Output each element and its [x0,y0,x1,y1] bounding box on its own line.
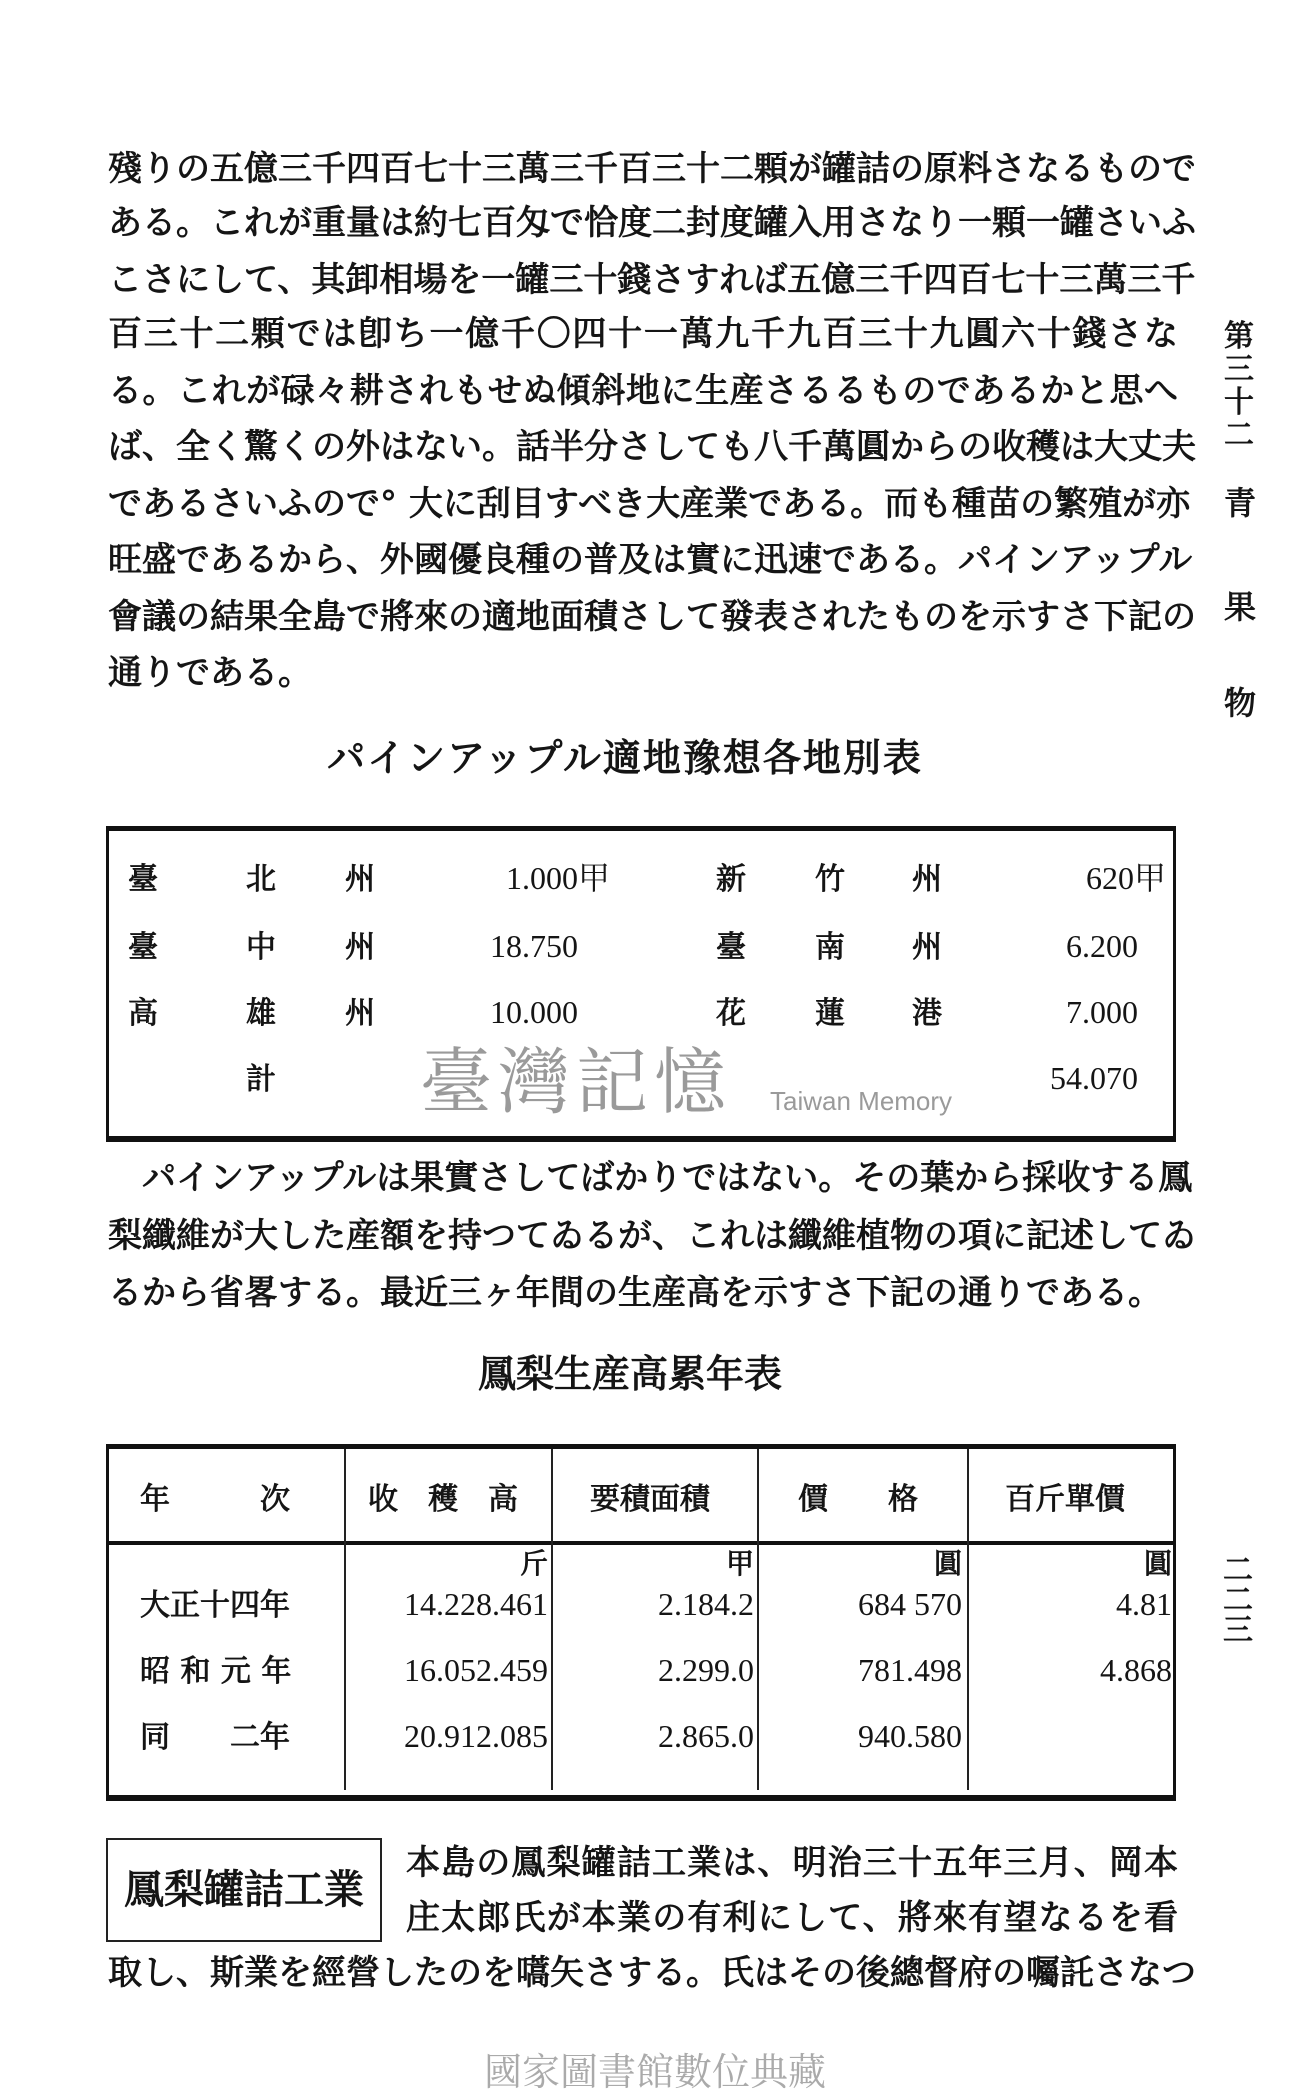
column-header: 要積面積 [590,1482,710,1517]
chapter-number: 第三十二 [1224,319,1254,453]
area-value: 6.200 [1066,928,1138,964]
column-header: 價 格 [798,1482,918,1517]
area-value: 1.000甲 [505,860,610,896]
area-value: 620甲 [1085,860,1166,896]
text-line: パインアップルは果實さしてばかりではない。その葉から採收する鳳 [142,1158,1193,1198]
region-char: 南 [815,930,845,965]
price-cell: 684 570 [858,1586,962,1622]
region-char: 花 [716,996,746,1031]
unit-price-cell: 4.81 [1116,1586,1172,1622]
library-footer: 國家圖書館數位典藏 [483,2050,826,2094]
region-char: 中 [246,930,276,965]
area-value: 10.000 [490,994,578,1030]
price-cell: 781.498 [858,1652,962,1688]
region-char: 北 [246,862,276,897]
region-char: 雄 [246,996,276,1031]
column-header: 收 穫 高 [368,1482,518,1517]
chapter-title-char: 物 [1223,684,1256,722]
column-header: 百斤單價 [1005,1482,1125,1517]
region-char: 臺 [128,862,158,897]
area-cell: 2.865.0 [658,1718,754,1754]
region-char: 港 [912,996,942,1031]
total-value: 54.070 [1050,1060,1138,1096]
column-divider [967,1449,969,1790]
region-char: 臺 [128,930,158,965]
text-line: ある。これが重量は約七百匁で恰度二封度罐入用さなり一顆一罐さいふ [108,203,1196,243]
harvest-cell: 14.228.461 [404,1586,548,1622]
text-line: 本島の鳳梨罐詰工業は、明治三十五年三月、岡本 [406,1843,1178,1883]
text-line: 旺盛であるから、外國優良種の普及は實に迅速である。パインアップル [108,540,1193,580]
harvest-cell: 20.912.085 [404,1718,548,1754]
region-char: 新 [716,862,746,897]
text-line: る。これが碌々耕されもせぬ傾斜地に生産さるるものであるかと思へ [108,371,1178,411]
unit-label: 斤 [519,1547,548,1580]
region-char: 州 [912,930,942,965]
unit-price-cell: 4.868 [1100,1652,1172,1688]
text-line: 取し、斯業を經營したのを嚆矢さする。氏はその後總督府の囑託さなつ [108,1953,1196,1993]
text-line: 通りである。 [108,653,312,693]
watermark-subtitle: Taiwan Memory [770,1086,953,1116]
text-line: こさにして、其卸相場を一罐三十錢さすれば五億三千四百七十三萬三千 [108,260,1196,300]
region-char: 州 [345,996,375,1031]
area-value: 18.750 [490,928,578,964]
area-value: 7.000 [1066,994,1138,1030]
text-line: ば、全く驚くの外はない。話半分さしても八千萬圓からの收穫は大丈夫 [108,427,1196,467]
section-heading: 鳳梨罐詰工業 [124,1866,364,1913]
unit-label: 圓 [1143,1547,1172,1580]
text-line: るから省畧する。最近三ヶ年間の生産高を示すさ下記の通りである。 [108,1273,1162,1313]
year-cell: 同 二年 [140,1720,290,1755]
area-cell: 2.184.2 [658,1586,754,1622]
unit-label: 甲 [725,1547,754,1580]
region-char: 蓮 [815,996,845,1031]
year-cell: 大正十四年 [140,1588,290,1623]
column-divider [551,1449,553,1790]
column-divider [757,1449,759,1790]
chapter-title-char: 果 [1223,588,1256,626]
text-line: 會議の結果全島で將來の適地面積さして發表されたものを示すさ下記の [108,597,1196,637]
region-char: 高 [128,996,158,1031]
text-line: 殘りの五億三千四百七十三萬三千百三十二顆が罐詰の原料さなるもので [108,149,1196,189]
unit-label: 圓 [933,1547,962,1580]
column-header: 年 次 [140,1482,290,1517]
chapter-title-char: 青 [1223,484,1256,522]
harvest-cell: 16.052.459 [404,1652,548,1688]
section-heading-box [106,1838,382,1942]
total-label: 計 [246,1062,276,1097]
text-line: 梨纖維が大した産額を持つてゐるが、これは纖維植物の項に記述してゐ [108,1216,1196,1256]
table2-title: 鳳梨生産高累年表 [477,1351,782,1396]
watermark-logo: 臺灣記憶 [420,1040,733,1124]
text-line: であるさいふので° 大に刮目すべき大産業である。而も種苗の繁殖が亦 [108,484,1191,524]
area-cell: 2.299.0 [658,1652,754,1688]
table2-header-divider [109,1541,1173,1545]
text-line: 百三十二顆では卽ち一億千〇四十一萬九千九百三十九圓六十錢さな [108,314,1178,354]
text-line: 庄太郎氏が本業の有利にして、將來有望なるを看 [406,1898,1178,1938]
region-char: 州 [345,862,375,897]
page-number: 二二三 [1223,1553,1253,1648]
year-cell: 昭 和 元 年 [140,1654,292,1689]
region-char: 臺 [716,930,746,965]
table1-title: パインアップル適地豫想各地別表 [327,735,923,780]
price-cell: 940.580 [858,1718,962,1754]
region-char: 竹 [815,862,845,897]
region-char: 州 [912,862,942,897]
region-char: 州 [345,930,375,965]
column-divider [344,1449,346,1790]
